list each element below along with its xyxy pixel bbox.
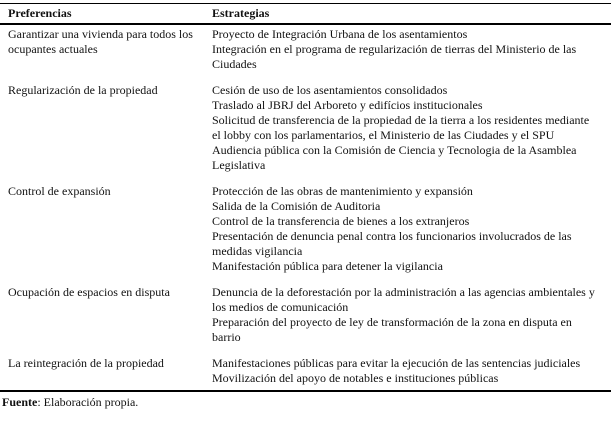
strategies-cell (212, 83, 611, 173)
strategy-item: Proyecto de Integración Urbana de los asentamientos (212, 27, 468, 41)
preference-cell: Control de expansión (8, 184, 111, 198)
table-row (0, 27, 611, 72)
strategy-item: Preparación del proyecto de ley de transformación de la zona en disputa en barrio (212, 315, 572, 344)
preference-cell: Garantizar una vivienda para todos los ocupantes actuales (8, 27, 193, 56)
table-row (0, 285, 611, 345)
table-body (0, 25, 611, 390)
table-row (0, 356, 611, 386)
column-header-estrategias: Estrategias (212, 6, 270, 20)
strategy-item: Control de la transferencia de bienes a los extranjeros (212, 214, 470, 228)
strategies-cell (212, 184, 611, 274)
strategy-item: Presentación de denuncia penal contra los funcionarios involucrados de las medidas vigilancia (212, 229, 572, 258)
column-header-preferencias: Preferencias (8, 6, 72, 20)
strategy-item: Cesión de uso de los asentamientos consolidados (212, 83, 448, 97)
strategy-item: Integración en el programa de regularización de tierras del Ministerio de las Ciudades (212, 42, 577, 71)
strategy-item: Solicitud de transferencia de la propiedad de la tierra a los residentes mediante el lobby con los parlamentarios, el Ministerio de las Ciudades y el SPU (212, 113, 590, 142)
table-row (0, 184, 611, 274)
strategy-item: Protección de las obras de mantenimiento y expansión (212, 184, 473, 198)
preference-cell: La reintegración de la propiedad (8, 356, 164, 370)
source-note (0, 392, 611, 410)
source-label: Fuente (2, 395, 38, 409)
preference-cell: Ocupación de espacios en disputa (8, 285, 170, 299)
strategies-cell (212, 285, 611, 345)
strategies-cell (212, 356, 611, 386)
source-text: : Elaboración propia. (37, 395, 139, 409)
strategy-item: Traslado al JBRJ del Arboreto y edifícios institucionales (212, 98, 483, 112)
preferences-strategies-table (0, 3, 611, 392)
table-header-row (0, 4, 611, 25)
strategy-item: Manifestación pública para detener la vigilancia (212, 259, 443, 273)
strategy-item: Audiencia pública con la Comisión de Ciencia y Tecnologia de la Asamblea Legislativa (212, 143, 577, 172)
strategy-item: Manifestaciones públicas para evitar la ejecución de las sentencias judiciales (212, 356, 581, 370)
preference-cell: Regularización de la propiedad (8, 83, 158, 97)
strategy-item: Denuncia de la deforestación por la administración a las agencias ambientales y los medios de comunicación (212, 285, 595, 314)
strategy-item: Movilización del apoyo de notables e instituciones públicas (212, 371, 499, 385)
strategy-item: Salida de la Comisión de Auditoria (212, 199, 381, 213)
table-row (0, 83, 611, 173)
strategies-cell (212, 27, 611, 72)
